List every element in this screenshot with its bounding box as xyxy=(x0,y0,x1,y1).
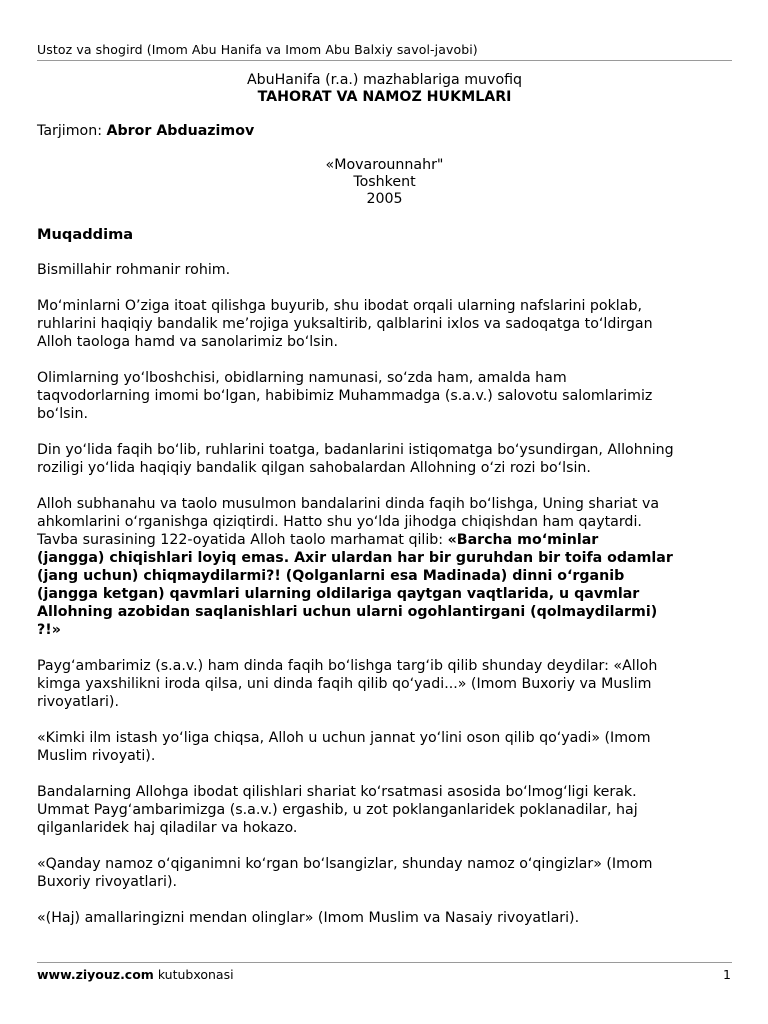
quran-quote-line: ?!» xyxy=(37,622,61,638)
paragraph-4 xyxy=(37,441,732,477)
quran-quote-line: (jangga ketgan) qavmlari ularning oldilariga qaytgan vaqtlarida, u qavmlar xyxy=(37,586,640,602)
paragraph-6 xyxy=(37,657,732,711)
quran-quote-start: «Barcha mo‘minlar xyxy=(447,532,599,548)
publication-info xyxy=(37,157,732,208)
running-header: Ustoz va shogird (Imom Abu Hanifa va Imom Abu Balxiy savol-javobi) xyxy=(37,42,478,57)
paragraph-line: Mo‘minlarni O’ziga itoat qilishga buyurib, shu ibodat orqali ularning nafslarini poklab, xyxy=(37,298,642,314)
paragraph-line: Din yo‘lida faqih bo‘lib, ruhlarini toatga, badanlarini istiqomatga bo‘ysundirgan, Allohning xyxy=(37,442,674,458)
paragraph-line: Ummat Payg‘ambarimizga (s.a.v.) ergashib, u zot poklanganlaridek poklanadilar, haj xyxy=(37,802,638,818)
paragraph-1: Bismillahir rohmanir rohim. xyxy=(37,262,231,278)
quran-quote-line: Allohning azobidan saqlanishlari uchun ularni ogohlantirgani (qolmaydilarmi) xyxy=(37,604,658,620)
paragraph-3 xyxy=(37,369,732,423)
paragraph-line: Alloh taologa hamd va sanolarimiz bo‘lsin. xyxy=(37,334,339,350)
quran-quote-line: (jang uchun) chiqmaydilarmi?! (Qolganlarni esa Madinada) dinni o‘rganib xyxy=(37,568,625,584)
translator-line xyxy=(37,123,732,140)
paragraph-line: qilganlaridek haj qiladilar va hokazo. xyxy=(37,820,298,836)
quran-quote-line: (jangga) chiqishlari loyiq emas. Axir ulardan har bir guruhdan bir toifa odamlar xyxy=(37,550,673,566)
footer-site-link[interactable]: www.ziyouz.com xyxy=(37,967,154,982)
city: Toshkent xyxy=(353,174,416,190)
paragraph-line: Muslim rivoyati). xyxy=(37,748,156,764)
section-heading: Muqaddima xyxy=(37,226,134,243)
paragraph-line: «Qanday namoz o‘qiganimni ko‘rgan bo‘lsangizlar, shunday namoz o‘qingizlar» (Imom xyxy=(37,856,653,872)
paragraph-line: rivoyatlari). xyxy=(37,694,119,710)
subtitle-line: AbuHanifa (r.a.) mazhablariga muvofiq xyxy=(246,72,523,88)
paragraph-line: Olimlarning yo‘lboshchisi, obidlarning namunasi, so‘zda ham, amalda ham xyxy=(37,370,567,386)
publisher: «Movarounnahr" xyxy=(325,157,444,173)
footer-source xyxy=(37,967,234,982)
title-block xyxy=(37,72,732,106)
footer-site-suffix: kutubxonasi xyxy=(153,967,234,982)
paragraph-5 xyxy=(37,495,732,639)
paragraph-line: Tavba surasining 122-oyatida Alloh taolo marhamat qilib: xyxy=(37,532,448,548)
document-title: TAHORAT VA NAMOZ HUKMLARI xyxy=(257,89,512,105)
paragraph-line: Bandalarning Allohga ibodat qilishlari shariat ko‘rsatmasi asosida bo‘lmog‘ligi kerak. xyxy=(37,784,637,800)
page-content xyxy=(37,72,732,927)
paragraph-7 xyxy=(37,729,732,765)
header-divider xyxy=(37,60,732,61)
paragraph-8 xyxy=(37,783,732,837)
paragraph-line: Alloh subhanahu va taolo musulmon bandalarini dinda faqih bo‘lishga, Uning shariat va xyxy=(37,496,660,512)
paragraph-line: roziligi yo‘lida haqiqiy bandalik qilgan sahobalardan Allohning o‘zi rozi bo‘lsin. xyxy=(37,460,591,476)
year: 2005 xyxy=(366,191,403,207)
translator-name: Abror Abduazimov xyxy=(106,123,255,139)
paragraph-9 xyxy=(37,855,732,891)
paragraph-10: «(Haj) amallaringizni mendan olinglar» (Imom Muslim va Nasaiy rivoyatlari). xyxy=(37,910,580,926)
paragraph-2 xyxy=(37,297,732,351)
paragraph-line: kimga yaxshilikni iroda qilsa, uni dinda faqih qilib qo‘yadi...» (Imom Buxoriy va Muslim xyxy=(37,676,652,692)
footer-divider xyxy=(37,962,732,963)
paragraph-line: «Kimki ilm istash yo‘liga chiqsa, Alloh u uchun jannat yo‘lini oson qilib qo‘yadi» (Imom xyxy=(37,730,651,746)
paragraph-line: taqvodorlarning imomi bo‘lgan, habibimiz Muhammadga (s.a.v.) salovotu salomlarimiz xyxy=(37,388,653,404)
paragraph-line: Buxoriy rivoyatlari). xyxy=(37,874,178,890)
page-number: 1 xyxy=(723,967,731,982)
paragraph-line: ruhlarini haqiqiy bandalik me’rojiga yuksaltirib, qalblarini ixlos va sadoqatga to‘ldirgan xyxy=(37,316,653,332)
paragraph-line: ahkomlarini o‘rganishga qiziqtirdi. Hatto shu yo‘lda jihodga chiqishdan ham qaytardi. xyxy=(37,514,642,530)
paragraph-line: bo‘lsin. xyxy=(37,406,88,422)
paragraph-line: Payg‘ambarimiz (s.a.v.) ham dinda faqih bo‘lishga targ‘ib qilib shunday deydilar: «Alloh xyxy=(37,658,658,674)
translator-label: Tarjimon: xyxy=(37,123,102,139)
